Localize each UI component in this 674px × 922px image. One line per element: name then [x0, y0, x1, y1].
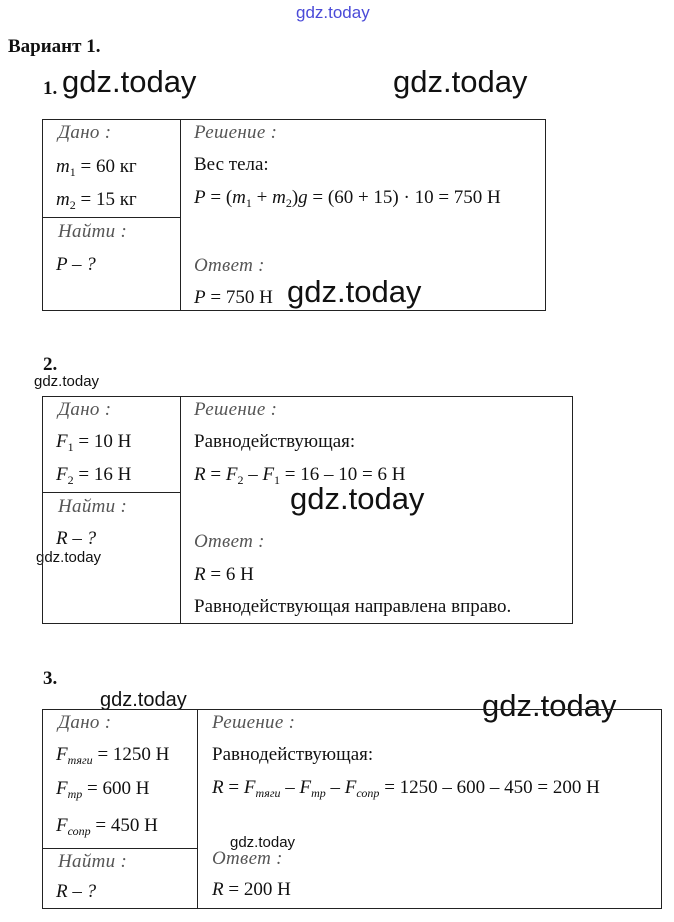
answer-value: P = 750 Н — [194, 287, 273, 308]
task-number: 1. — [43, 78, 58, 99]
solution-formula: $R = F_{тяги} - F_{тр} - F_{сопр} = 1250 - 600 - 450 = 200$ Н — [212, 777, 600, 800]
given-label: Дано : — [58, 712, 112, 733]
solution-label: Решение : — [194, 399, 278, 420]
watermark: gdz.today — [482, 688, 617, 723]
solution-heading: Равнодействующая: — [194, 431, 356, 452]
answer-label: Ответ : — [194, 531, 265, 552]
task-number: 3. — [43, 668, 58, 689]
answer-value: R = 6 Н — [194, 564, 254, 585]
watermark: gdz.today — [34, 373, 100, 390]
find-value: P – ? — [56, 254, 96, 275]
given-value: $F_1 = 10$ Н — [56, 431, 132, 454]
table-divider — [42, 848, 198, 849]
answer-label: Ответ : — [194, 255, 265, 276]
given-value: $F_2 = 16$ Н — [56, 464, 132, 487]
given-value: $m_1 = 60$ кг — [56, 156, 137, 179]
solution-formula: $P = (m_1 + m_2)g = (60 + 15) \cdot 10 = 750$ Н — [194, 187, 501, 210]
solution-formula: $R = F_2 - F_1 = 16 - 10 = 6$ Н — [194, 464, 406, 487]
task-3-table — [42, 709, 662, 909]
answer-value: R = 200 Н — [212, 879, 291, 900]
table-divider — [42, 217, 181, 218]
watermark: gdz.today — [287, 274, 422, 309]
find-label: Найти : — [58, 851, 128, 872]
answer-label: Ответ : — [212, 848, 283, 869]
table-divider — [180, 119, 181, 311]
given-value: $F_{тяги} = 1250$ Н — [56, 744, 170, 767]
given-value: $F_{сопр} = 450$ Н — [56, 815, 158, 838]
solution-heading: Вес тела: — [194, 154, 269, 175]
watermark: gdz.today — [100, 689, 187, 711]
watermark: gdz.today — [36, 549, 102, 566]
given-label: Дано : — [58, 399, 112, 420]
table-divider — [197, 709, 198, 909]
task-1-table — [42, 119, 546, 311]
watermark: gdz.today — [393, 64, 528, 99]
solution-label: Решение : — [194, 122, 278, 143]
find-value: R – ? — [56, 528, 97, 549]
task-number: 2. — [43, 354, 58, 375]
given-value: $m_2 = 15$ кг — [56, 189, 137, 212]
watermark: gdz.today — [290, 481, 425, 516]
variant-title: Вариант 1. — [8, 36, 101, 57]
find-label: Найти : — [58, 221, 128, 242]
watermark: gdz.today — [62, 64, 197, 99]
given-label: Дано : — [58, 122, 112, 143]
watermark-top: gdz.today — [296, 3, 370, 22]
solution-heading: Равнодействующая: — [212, 744, 374, 765]
solution-label: Решение : — [212, 712, 296, 733]
answer-note: Равнодействующая направлена вправо. — [194, 596, 512, 617]
given-value: $F_{тр} = 600$ Н — [56, 778, 150, 801]
watermark: gdz.today — [230, 834, 296, 851]
table-divider — [180, 396, 181, 624]
table-divider — [42, 492, 181, 493]
find-label: Найти : — [58, 496, 128, 517]
find-value: R – ? — [56, 881, 97, 902]
